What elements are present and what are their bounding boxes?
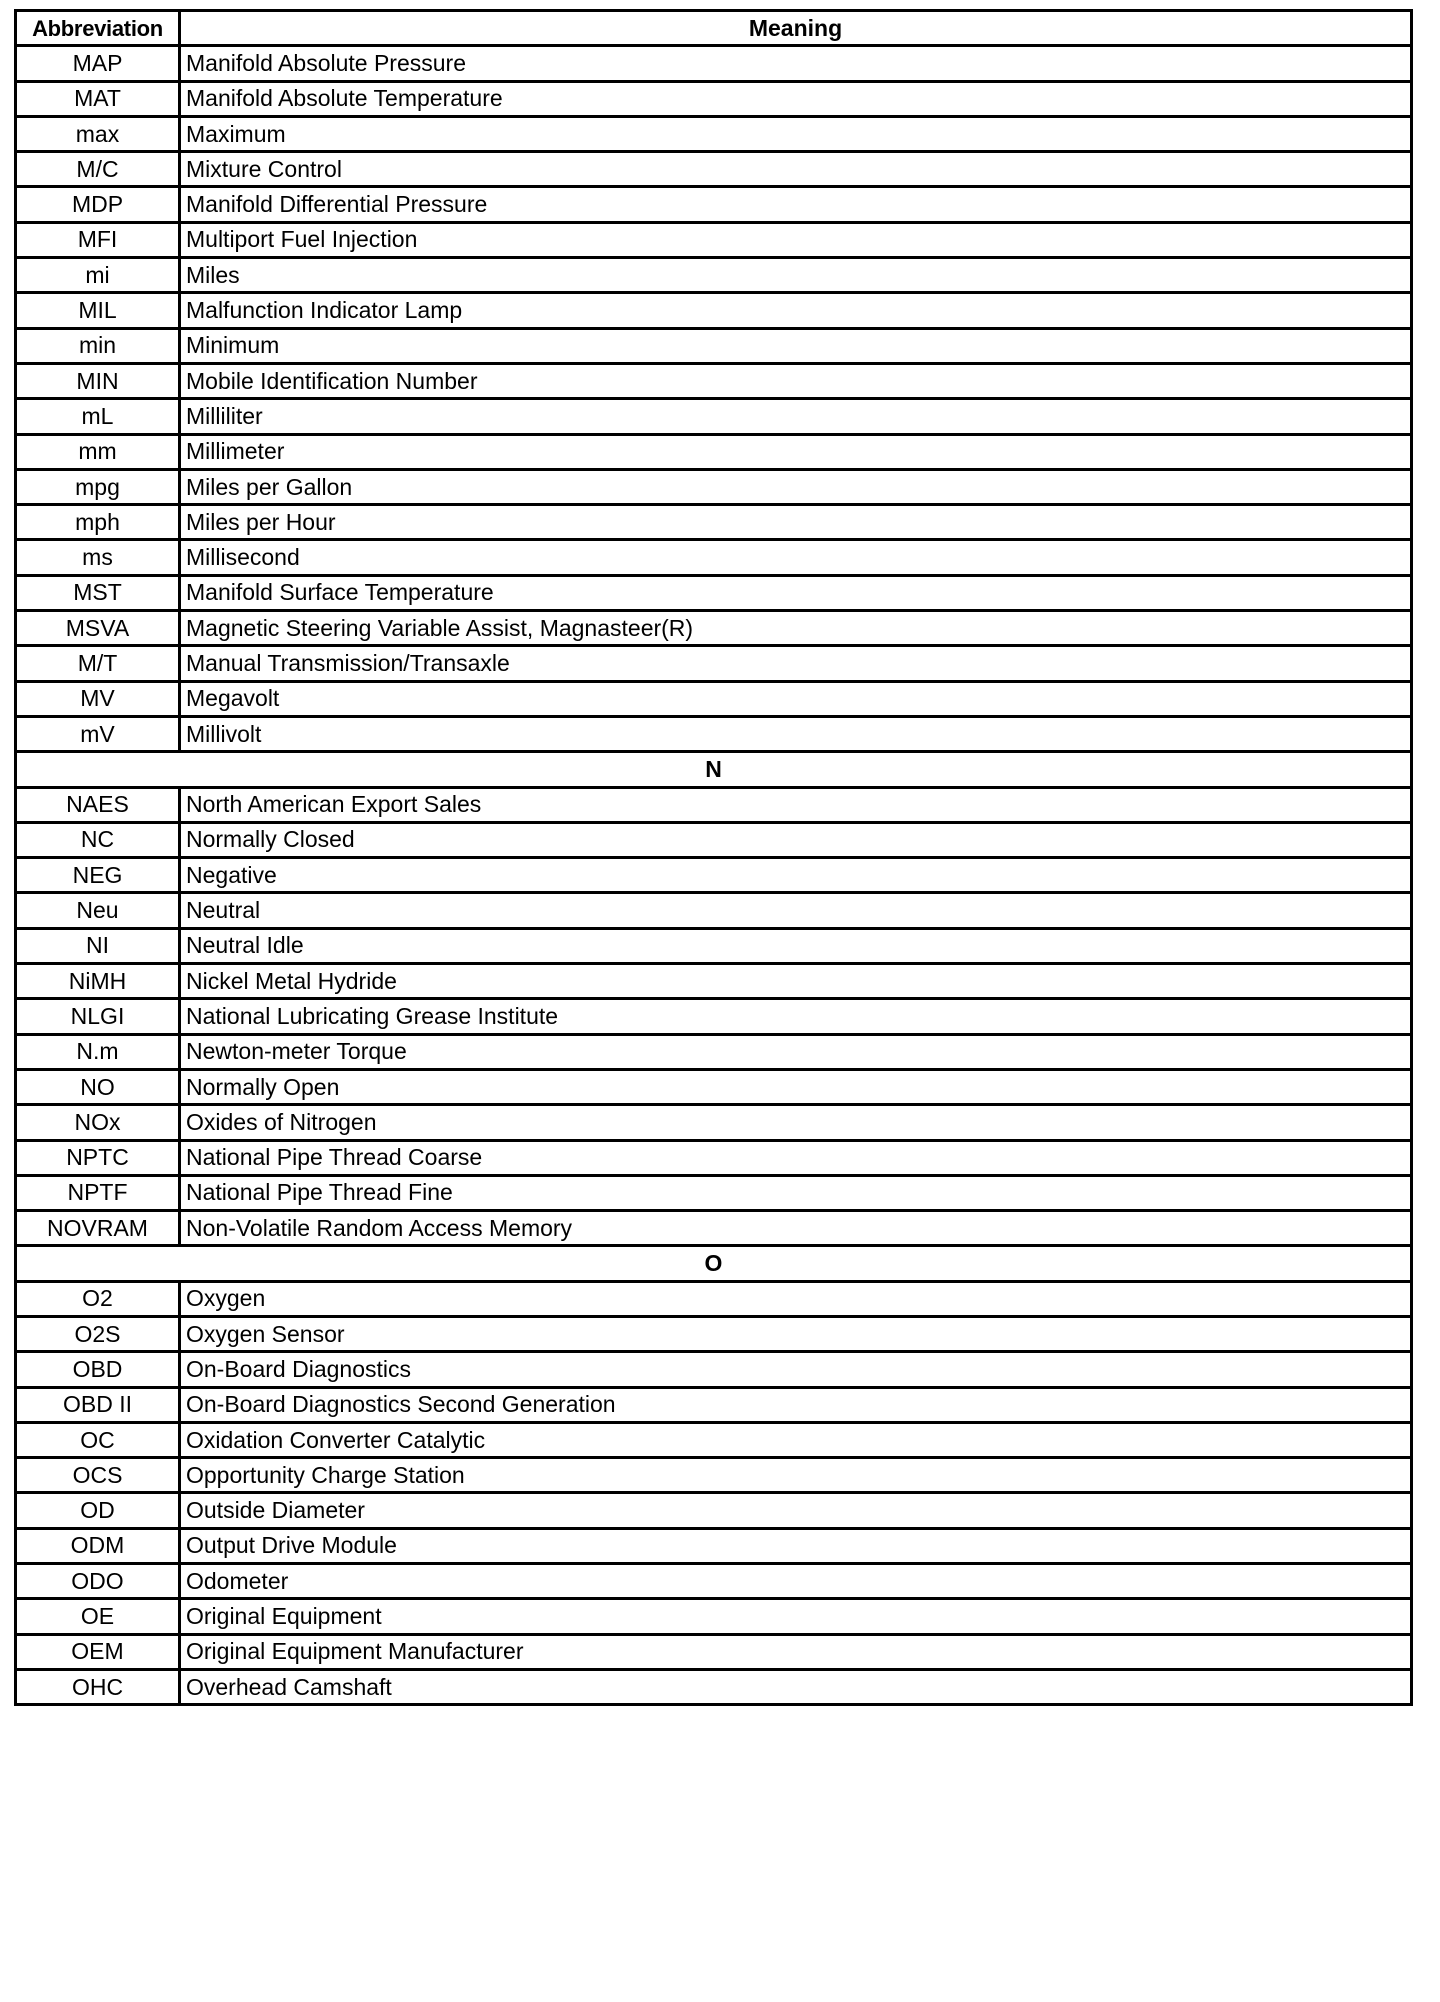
section-row bbox=[16, 1246, 1412, 1281]
table-row bbox=[16, 328, 1412, 363]
abbreviation-cell: NOVRAM bbox=[16, 1211, 180, 1246]
abbreviation-cell: MIL bbox=[16, 293, 180, 328]
abbreviation-cell: MSVA bbox=[16, 611, 180, 646]
table-row bbox=[16, 1458, 1412, 1493]
abbreviation-cell: O2 bbox=[16, 1281, 180, 1316]
table-row bbox=[16, 293, 1412, 328]
table-row bbox=[16, 46, 1412, 81]
meaning-cell: Manifold Surface Temperature bbox=[180, 575, 1412, 610]
meaning-cell: Milliliter bbox=[180, 399, 1412, 434]
meaning-cell: National Pipe Thread Coarse bbox=[180, 1140, 1412, 1175]
table-row bbox=[16, 399, 1412, 434]
abbreviation-cell: mL bbox=[16, 399, 180, 434]
meaning-cell: Outside Diameter bbox=[180, 1493, 1412, 1528]
meaning-cell: Neutral Idle bbox=[180, 928, 1412, 963]
table-row bbox=[16, 187, 1412, 222]
table-header-row bbox=[16, 11, 1412, 46]
abbreviation-cell: MAP bbox=[16, 46, 180, 81]
meaning-cell: Malfunction Indicator Lamp bbox=[180, 293, 1412, 328]
meaning-cell: Normally Open bbox=[180, 1069, 1412, 1104]
table-row bbox=[16, 611, 1412, 646]
abbreviation-cell: NC bbox=[16, 822, 180, 857]
table-row bbox=[16, 1387, 1412, 1422]
table-row bbox=[16, 646, 1412, 681]
meaning-cell: Miles per Hour bbox=[180, 505, 1412, 540]
meaning-cell: Millisecond bbox=[180, 540, 1412, 575]
abbreviation-cell: mm bbox=[16, 434, 180, 469]
table-row bbox=[16, 116, 1412, 151]
abbreviation-cell: O2S bbox=[16, 1316, 180, 1351]
table-row bbox=[16, 469, 1412, 504]
abbreviation-cell: NiMH bbox=[16, 964, 180, 999]
meaning-cell: Maximum bbox=[180, 116, 1412, 151]
table-row bbox=[16, 822, 1412, 857]
abbreviation-cell: N.m bbox=[16, 1034, 180, 1069]
section-letter: N bbox=[16, 752, 1412, 787]
abbreviation-cell: Neu bbox=[16, 893, 180, 928]
abbreviation-cell: OBD bbox=[16, 1352, 180, 1387]
table-row bbox=[16, 858, 1412, 893]
table-row bbox=[16, 575, 1412, 610]
abbreviation-cell: OEM bbox=[16, 1634, 180, 1669]
table-row bbox=[16, 787, 1412, 822]
table-row bbox=[16, 1528, 1412, 1563]
meaning-cell: Miles bbox=[180, 258, 1412, 293]
table-row bbox=[16, 1140, 1412, 1175]
meaning-cell: Manifold Absolute Temperature bbox=[180, 81, 1412, 116]
meaning-cell: Neutral bbox=[180, 893, 1412, 928]
meaning-cell: Nickel Metal Hydride bbox=[180, 964, 1412, 999]
column-header-abbreviation: Abbreviation bbox=[16, 11, 180, 46]
abbreviation-cell: NO bbox=[16, 1069, 180, 1104]
table-row bbox=[16, 1599, 1412, 1634]
meaning-cell: National Pipe Thread Fine bbox=[180, 1175, 1412, 1210]
table-row bbox=[16, 1034, 1412, 1069]
abbreviation-table bbox=[14, 9, 1413, 1706]
meaning-cell: National Lubricating Grease Institute bbox=[180, 999, 1412, 1034]
table-row bbox=[16, 893, 1412, 928]
meaning-cell: On-Board Diagnostics bbox=[180, 1352, 1412, 1387]
table-row bbox=[16, 1069, 1412, 1104]
meaning-cell: Minimum bbox=[180, 328, 1412, 363]
table-row bbox=[16, 222, 1412, 257]
meaning-cell: Manual Transmission/Transaxle bbox=[180, 646, 1412, 681]
meaning-cell: Overhead Camshaft bbox=[180, 1669, 1412, 1704]
abbreviation-cell: NAES bbox=[16, 787, 180, 822]
abbreviation-cell: MIN bbox=[16, 363, 180, 398]
column-header-meaning: Meaning bbox=[180, 11, 1412, 46]
meaning-cell: Non-Volatile Random Access Memory bbox=[180, 1211, 1412, 1246]
table-body bbox=[16, 46, 1412, 1705]
meaning-cell: On-Board Diagnostics Second Generation bbox=[180, 1387, 1412, 1422]
abbreviation-cell: mi bbox=[16, 258, 180, 293]
abbreviation-cell: OC bbox=[16, 1422, 180, 1457]
table-row bbox=[16, 1564, 1412, 1599]
meaning-cell: Manifold Absolute Pressure bbox=[180, 46, 1412, 81]
table-row bbox=[16, 81, 1412, 116]
abbreviation-cell: NEG bbox=[16, 858, 180, 893]
meaning-cell: Output Drive Module bbox=[180, 1528, 1412, 1563]
meaning-cell: Multiport Fuel Injection bbox=[180, 222, 1412, 257]
abbreviation-cell: max bbox=[16, 116, 180, 151]
meaning-cell: Oxygen bbox=[180, 1281, 1412, 1316]
meaning-cell: Oxides of Nitrogen bbox=[180, 1105, 1412, 1140]
table-row bbox=[16, 1105, 1412, 1140]
abbreviation-cell: OE bbox=[16, 1599, 180, 1634]
abbreviation-cell: OD bbox=[16, 1493, 180, 1528]
meaning-cell: Original Equipment Manufacturer bbox=[180, 1634, 1412, 1669]
table-row bbox=[16, 964, 1412, 999]
abbreviation-cell: NLGI bbox=[16, 999, 180, 1034]
section-row bbox=[16, 752, 1412, 787]
meaning-cell: Original Equipment bbox=[180, 1599, 1412, 1634]
table-row bbox=[16, 1175, 1412, 1210]
meaning-cell: Miles per Gallon bbox=[180, 469, 1412, 504]
table-row bbox=[16, 505, 1412, 540]
meaning-cell: Opportunity Charge Station bbox=[180, 1458, 1412, 1493]
meaning-cell: Mixture Control bbox=[180, 152, 1412, 187]
meaning-cell: Millimeter bbox=[180, 434, 1412, 469]
meaning-cell: Mobile Identification Number bbox=[180, 363, 1412, 398]
table-row bbox=[16, 363, 1412, 398]
table-row bbox=[16, 540, 1412, 575]
table-row bbox=[16, 1316, 1412, 1351]
meaning-cell: Odometer bbox=[180, 1564, 1412, 1599]
table-row bbox=[16, 152, 1412, 187]
table-row bbox=[16, 716, 1412, 751]
abbreviation-cell: M/C bbox=[16, 152, 180, 187]
abbreviation-cell: MFI bbox=[16, 222, 180, 257]
meaning-cell: North American Export Sales bbox=[180, 787, 1412, 822]
abbreviation-cell: MV bbox=[16, 681, 180, 716]
table-row bbox=[16, 1669, 1412, 1704]
table-row bbox=[16, 681, 1412, 716]
table-row bbox=[16, 1211, 1412, 1246]
abbreviation-cell: MAT bbox=[16, 81, 180, 116]
section-letter: O bbox=[16, 1246, 1412, 1281]
table-row bbox=[16, 1352, 1412, 1387]
abbreviation-cell: mph bbox=[16, 505, 180, 540]
abbreviation-cell: mV bbox=[16, 716, 180, 751]
abbreviation-cell: MST bbox=[16, 575, 180, 610]
abbreviation-cell: OBD II bbox=[16, 1387, 180, 1422]
abbreviation-cell: ODO bbox=[16, 1564, 180, 1599]
table-row bbox=[16, 928, 1412, 963]
abbreviation-cell: OCS bbox=[16, 1458, 180, 1493]
meaning-cell: Magnetic Steering Variable Assist, Magnasteer(R) bbox=[180, 611, 1412, 646]
meaning-cell: Newton-meter Torque bbox=[180, 1034, 1412, 1069]
meaning-cell: Millivolt bbox=[180, 716, 1412, 751]
abbreviation-cell: MDP bbox=[16, 187, 180, 222]
meaning-cell: Negative bbox=[180, 858, 1412, 893]
abbreviation-cell: NOx bbox=[16, 1105, 180, 1140]
table-row bbox=[16, 258, 1412, 293]
meaning-cell: Oxygen Sensor bbox=[180, 1316, 1412, 1351]
abbreviation-cell: min bbox=[16, 328, 180, 363]
table-row bbox=[16, 434, 1412, 469]
abbreviation-cell: NPTF bbox=[16, 1175, 180, 1210]
abbreviation-cell: NPTC bbox=[16, 1140, 180, 1175]
table-row bbox=[16, 1634, 1412, 1669]
table-row bbox=[16, 999, 1412, 1034]
abbreviation-cell: ODM bbox=[16, 1528, 180, 1563]
meaning-cell: Manifold Differential Pressure bbox=[180, 187, 1412, 222]
table-row bbox=[16, 1493, 1412, 1528]
abbreviation-cell: M/T bbox=[16, 646, 180, 681]
table-row bbox=[16, 1281, 1412, 1316]
meaning-cell: Normally Closed bbox=[180, 822, 1412, 857]
meaning-cell: Oxidation Converter Catalytic bbox=[180, 1422, 1412, 1457]
abbreviation-cell: NI bbox=[16, 928, 180, 963]
abbreviation-cell: OHC bbox=[16, 1669, 180, 1704]
abbreviation-cell: mpg bbox=[16, 469, 180, 504]
meaning-cell: Megavolt bbox=[180, 681, 1412, 716]
abbreviation-cell: ms bbox=[16, 540, 180, 575]
table-row bbox=[16, 1422, 1412, 1457]
